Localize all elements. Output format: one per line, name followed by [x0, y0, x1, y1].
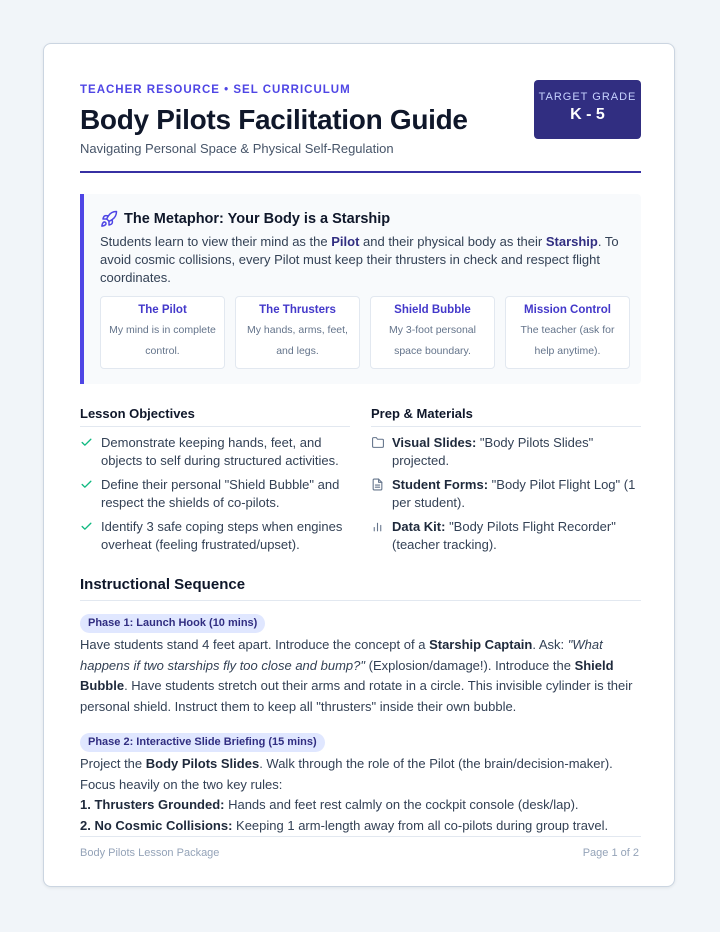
- objective-text: Define their personal "Shield Bubble" and respect the shields of co-pilots.: [101, 477, 340, 510]
- material-label: Data Kit:: [392, 519, 446, 534]
- phase-1-badge: Phase 1: Launch Hook (10 mins): [80, 614, 265, 633]
- rocket-icon: [100, 210, 118, 228]
- material-label: Visual Slides:: [392, 435, 477, 450]
- objective-text: Demonstrate keeping hands, feet, and objects to self during structured activities.: [101, 435, 339, 468]
- phase-2-badge: Phase 2: Interactive Slide Briefing (15 mins): [80, 733, 325, 752]
- bar-chart-icon: [371, 520, 384, 533]
- phase-text: . Ask:: [532, 637, 568, 652]
- rule-2-label: 2. No Cosmic Collisions:: [80, 817, 233, 833]
- metaphor-card-shield-bubble: [370, 296, 495, 369]
- phase-text: Have students stand 4 feet apart. Introduce the concept of a: [80, 637, 430, 652]
- materials-heading: Prep & Materials: [371, 406, 473, 421]
- footer-package-name: Body Pilots Lesson Package: [80, 847, 220, 859]
- phase-bold: Starship Captain: [429, 637, 533, 652]
- phase-2-description: [80, 754, 644, 836]
- page-subtitle: Navigating Personal Space & Physical Self-Regulation: [80, 141, 394, 156]
- check-icon: [80, 478, 93, 491]
- material-label: Student Forms:: [392, 477, 489, 492]
- check-icon: [80, 520, 93, 533]
- card-description: My mind is in complete control.: [109, 324, 216, 357]
- grade-value: K - 5: [570, 106, 605, 123]
- footer-divider: [80, 836, 641, 837]
- check-icon: [80, 436, 93, 449]
- material-item: [371, 518, 643, 554]
- objective-text: Identify 3 safe coping steps when engines overheat (feeling frustrated/upset).: [101, 519, 343, 552]
- card-title: Shield Bubble: [394, 304, 471, 316]
- material-text: "Body Pilots Slides" projected.: [392, 435, 594, 468]
- objective-item: [80, 476, 352, 512]
- material-text: "Body Pilots Flight Recorder" (teacher tracking).: [392, 519, 616, 552]
- metaphor-text: and their physical body as their: [359, 234, 546, 249]
- sequence-divider: [80, 600, 641, 601]
- starship-term: Starship: [545, 234, 598, 249]
- metaphor-title-text: The Metaphor: Your Body is a Starship: [124, 211, 391, 227]
- rule-1-text: Hands and feet rest calmly on the cockpit console (desk/lap).: [224, 797, 579, 812]
- card-title: The Thrusters: [259, 304, 336, 316]
- metaphor-body: [100, 233, 630, 287]
- phase-text: (Explosion/damage!). Introduce the: [365, 657, 575, 673]
- phase-text: . Walk through the role of the Pilot (the brain/decision-maker). Focus heavily on the two key rules:: [80, 756, 613, 792]
- material-item: [371, 434, 643, 470]
- sequence-heading: Instructional Sequence: [80, 576, 246, 593]
- card-title: The Pilot: [138, 304, 187, 316]
- pilot-term: Pilot: [331, 234, 360, 249]
- material-item: [371, 476, 643, 512]
- card-description: My hands, arms, feet, and legs.: [247, 324, 348, 357]
- metaphor-callout: [80, 194, 641, 384]
- document-page: [43, 43, 675, 887]
- card-description: The teacher (ask for help anytime).: [520, 324, 615, 357]
- metaphor-title: [100, 210, 390, 228]
- header-divider: [80, 171, 641, 173]
- phase-bold: Shield Bubble: [80, 657, 614, 693]
- page-title: Body Pilots Facilitation Guide: [80, 104, 468, 135]
- phase-text: Project the: [80, 756, 146, 771]
- phase-bold: Body Pilots Slides: [145, 756, 260, 771]
- card-description: My 3-foot personal space boundary.: [389, 324, 476, 357]
- metaphor-text: Students learn to view their mind as the: [100, 234, 332, 249]
- material-text: "Body Pilot Flight Log" (1 per student).: [392, 477, 636, 510]
- rule-1-label: 1. Thrusters Grounded:: [80, 797, 225, 812]
- target-grade-badge: [534, 80, 641, 139]
- footer-page-number: Page 1 of 2: [582, 847, 639, 859]
- folder-icon: [371, 436, 385, 449]
- objective-item: [80, 518, 352, 554]
- phase-1-description: [80, 635, 644, 717]
- metaphor-card-mission-control: [505, 296, 630, 369]
- metaphor-card-pilot: [100, 296, 225, 369]
- objectives-divider: [80, 426, 350, 427]
- document-icon: [371, 478, 384, 491]
- metaphor-card-thrusters: [235, 296, 360, 369]
- phase-quote: "What happens if two starships fly too close and bump?": [80, 637, 603, 673]
- phase-text: . Have students stretch out their arms and rotate in a circle. This invisible cylinder is their personal shield. Instruct them to keep all "thrusters" inside their own bubble.: [80, 678, 633, 714]
- objectives-heading: Lesson Objectives: [80, 406, 195, 421]
- metaphor-text: . To avoid cosmic collisions, every Pilot must keep their thrusters in check and respect flight coordinates.: [100, 234, 619, 285]
- objective-item: [80, 434, 352, 470]
- card-title: Mission Control: [524, 304, 611, 316]
- rule-2-text: Keeping 1 arm-length away from all co-pilots during group travel.: [232, 817, 609, 833]
- materials-divider: [371, 426, 641, 427]
- eyebrow-label: TEACHER RESOURCE • SEL CURRICULUM: [80, 84, 351, 96]
- grade-label: TARGET GRADE: [538, 91, 637, 103]
